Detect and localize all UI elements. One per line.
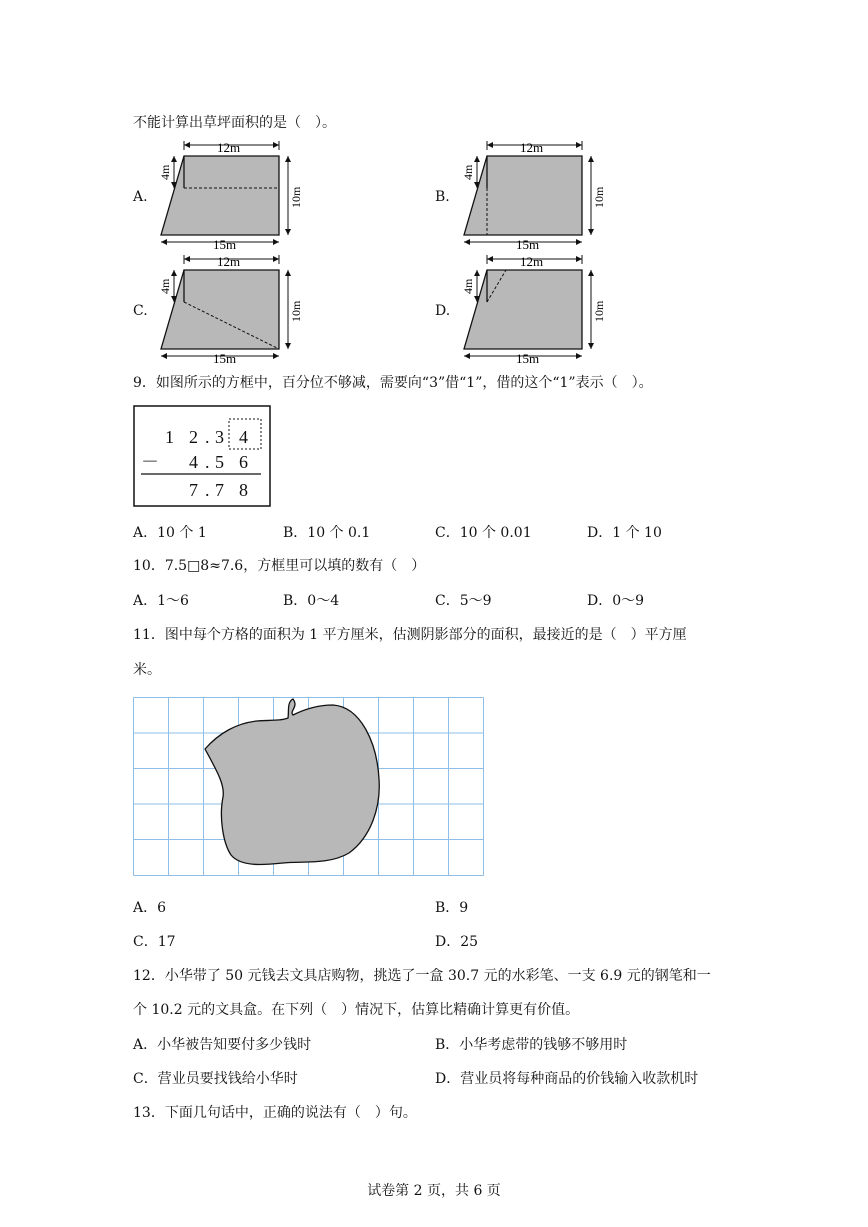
q10-option-b[interactable]: B．0～4 [283,593,340,609]
q8c-top-label: 12m [217,254,241,269]
q9-row2-point: . [205,452,210,472]
q11-text-line2: 米。 [133,662,161,678]
q8c-left-label: 4m [158,278,172,294]
q9-option-c[interactable]: C．10 个 0.01 [435,525,532,541]
q12-text-line1: 12．小华带了 50 元钱去文具店购物，挑选了一盒 30.7 元的水彩笔、一支 6.9 元的钢笔和一 [133,968,711,984]
q8-figure-b [458,138,608,250]
q8a-left-label: 4m [158,164,172,180]
q12-option-a[interactable]: A．小华被告知要付多少钱时 [133,1037,312,1053]
q9-row1-point: . [205,427,210,447]
q8-figure-c [155,252,305,364]
q8a-bottom-label: 15m [213,237,237,250]
q9-row1-digit: 3 [215,427,224,447]
q9-subtraction-figure [133,405,273,509]
q9-option-d[interactable]: D．1 个 10 [587,525,662,541]
q9-minus-sign: － [141,452,159,472]
q10-option-d[interactable]: D．0～9 [587,593,645,609]
q9-text: 9．如图所示的方框中，百分位不够减，需要向“3”借“1”，借的这个“1”表示（ ）。 [133,375,653,391]
q12-option-d[interactable]: D．营业员将每种商品的价钱输入收款机时 [435,1071,699,1087]
q13-text: 13．下面几句话中，正确的说法有（ ）句。 [133,1105,417,1121]
q9-row2-digit: 6 [239,452,248,472]
q8d-bottom-label: 15m [516,351,540,364]
q9-row3-digit: 8 [239,480,248,500]
q11-option-b[interactable]: B．9 [435,900,469,916]
q9-row1-boxed-digit: 4 [239,427,248,447]
q12-option-b[interactable]: B．小华考虑带的钱够不够用时 [435,1037,628,1053]
q8b-top-label: 12m [520,140,544,155]
q8a-top-label: 12m [217,140,241,155]
q8-figure-d [458,252,608,364]
q12-text-line2: 个 10.2 元的文具盒。在下列（ ）情况下，估算比精确计算更有价值。 [133,1002,580,1018]
q8-option-a-label: A. [133,189,148,205]
q9-row1-digit: 2 [189,427,198,447]
q8-option-c-label: C. [133,303,148,319]
q11-shaded-region [205,699,379,865]
q11-text-line1: 11．图中每个方格的面积为 1 平方厘米，估测阴影部分的面积，最接近的是（ ）平方厘 [133,627,687,643]
q8b-left-label: 4m [461,164,475,180]
q9-row3-digit: 7 [189,480,198,500]
q9-row3-point: . [205,480,210,500]
q9-option-a[interactable]: A．10 个 1 [133,525,207,541]
q8a-right-label: 10m [289,186,303,208]
q9-row2-digit: 5 [215,452,224,472]
q8d-right-label: 10m [592,300,606,322]
q11-option-a[interactable]: A．6 [133,900,167,916]
q8-option-d-label: D. [435,303,451,319]
q8c-right-label: 10m [289,300,303,322]
q10-option-c[interactable]: C．5～9 [435,593,492,609]
q8c-bottom-label: 15m [213,351,237,364]
page-footer: 试卷第 2 页，共 6 页 [367,1183,501,1199]
q9-row2-digit: 4 [189,452,198,472]
q10-option-a[interactable]: A．1～6 [133,593,189,609]
q8-figure-a [155,138,305,250]
q8d-left-label: 4m [461,278,475,294]
q8-text: 不能计算出草坪面积的是（ ）。 [133,115,336,131]
q8-option-b-label: B. [435,189,450,205]
q11-option-d[interactable]: D．25 [435,934,479,950]
q8b-bottom-label: 15m [516,237,540,250]
q12-option-c[interactable]: C．营业员要找钱给小华时 [133,1071,298,1087]
q9-option-b[interactable]: B．10 个 0.1 [283,525,371,541]
q8b-right-label: 10m [592,186,606,208]
q11-option-c[interactable]: C．17 [133,934,176,950]
q10-text: 10．7.5□8≈7.6，方框里可以填的数有（ ） [133,558,426,574]
q8d-top-label: 12m [520,254,544,269]
q9-row1-digit: 1 [165,427,174,447]
q9-row3-digit: 7 [215,480,224,500]
q11-grid-figure [133,697,485,879]
